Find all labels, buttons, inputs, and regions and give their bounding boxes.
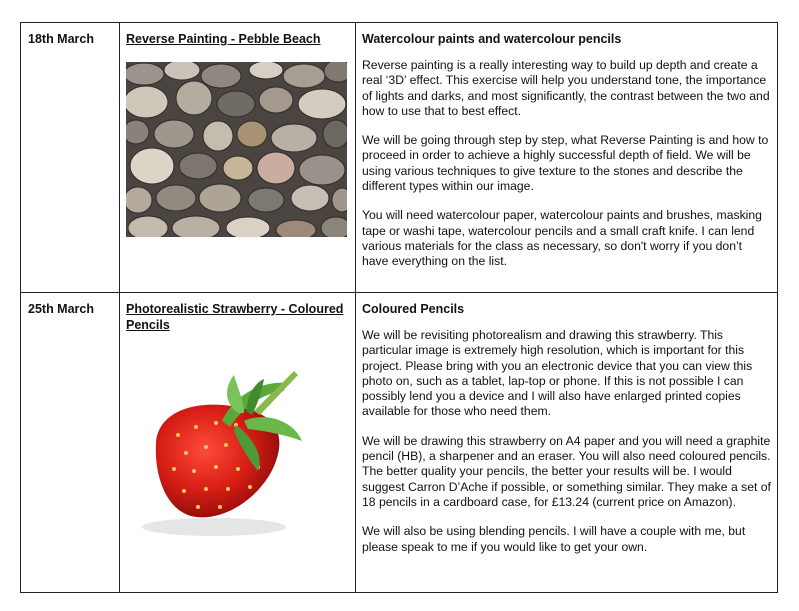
description-paragraph: We will also be using blending pencils. I will have a couple with me, but please speak to me if you would like to get your own. (362, 524, 746, 554)
date-cell (21, 23, 120, 293)
description-cell (356, 23, 778, 293)
description-paragraph: We will be revisiting photorealism and drawing this strawberry. This particular image is extremely high resolution, which is important for this project. Please bring with you an electronic device that you can view this photo on, such as a tablet, lap-top or phone. If this is not possible I can possibly lend you a device and I will also have enlarged printed copies available for those who need them. (362, 328, 753, 419)
table-row (21, 293, 778, 593)
title-cell (120, 23, 356, 293)
class-title: Reverse Painting - Pebble Beach (126, 32, 321, 46)
pebble-beach-photo (126, 62, 347, 237)
class-title: Photorealistic Strawberry - Coloured Pencils (126, 302, 344, 332)
description-paragraph: We will be drawing this strawberry on A4 paper and you will need a graphite pencil (HB), a sharpener and an eraser. You will also need coloured pencils. The better quality your pencils, the better your results will be. I would suggest Carron D’Ache if possible, or something similar. They make a set of 18 pencils in a cardboard case, for £13.24 (current price on Amazon). (362, 433, 771, 509)
date-cell (21, 293, 120, 593)
class-date: 25th March (28, 302, 94, 316)
title-cell (120, 293, 356, 593)
table-row (21, 23, 778, 293)
description-paragraph: We will be going through step by step, what Reverse Painting is and how to proceed in order to achieve a highly successful depth of field. We will be using various techniques to give texture to the stones and describe the different types within our image. (362, 133, 769, 194)
description-paragraph: You will need watercolour paper, watercolour paints and brushes, masking tape or washi tape, watercolour pencils and a small craft knife. I can lend various materials for the class as necessary, so don't worry if you don’t have everything on the list. (362, 208, 762, 269)
description-cell (356, 293, 778, 593)
strawberry-photo (126, 351, 338, 547)
description-paragraph: Reverse painting is a really interesting way to build up depth and create a real ‘3D’ effect. This exercise will help you understand tone, the importance of lights and darks, and most significantly, the contrast between the two and how to use that to best effect. (362, 58, 770, 118)
class-date: 18th March (28, 32, 94, 46)
class-schedule-table (20, 22, 778, 593)
materials-heading: Watercolour paints and watercolour pencils (362, 32, 622, 46)
materials-heading: Coloured Pencils (362, 302, 465, 316)
